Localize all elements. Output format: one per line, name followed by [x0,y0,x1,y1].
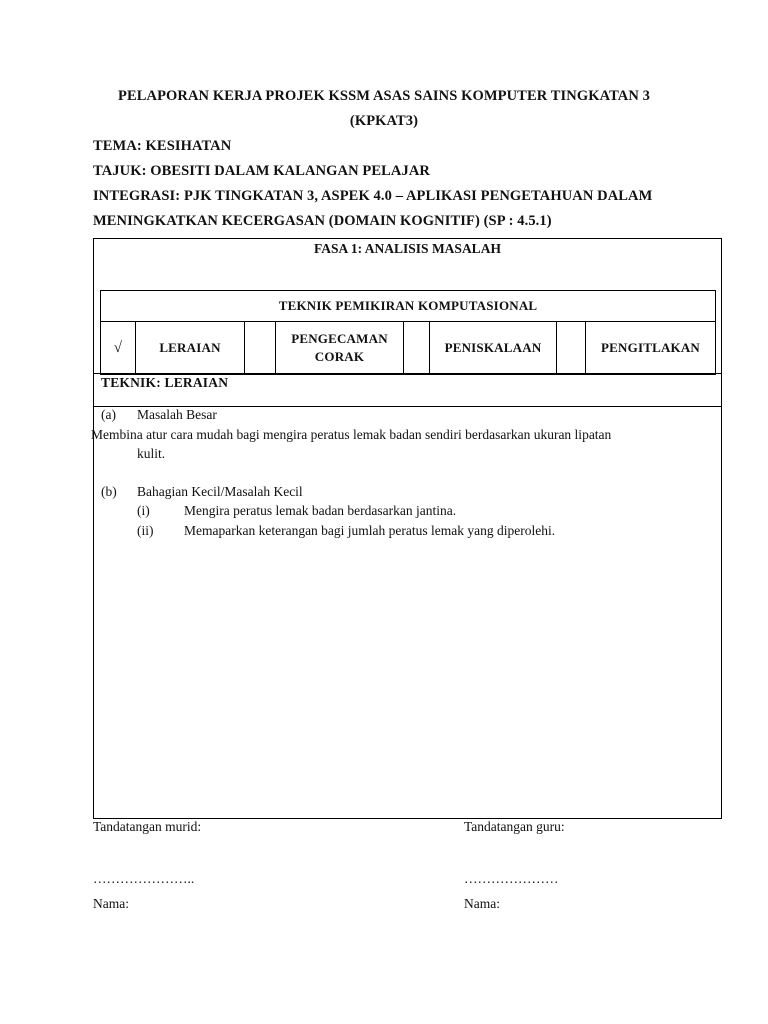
item-a-marker: (a) [101,407,116,422]
check-box-pengecaman-corak[interactable] [245,322,276,375]
item-a-title: Masalah Besar [137,407,217,422]
option-label-pengecaman-corak [276,322,404,375]
item-a-text: Membina atur cara mudah bagi mengira peratus lemak badan sendiri berdasarkan ukuran lipatan [91,427,612,442]
signature-line-murid[interactable]: ………………….. [93,871,195,886]
teknik-table-header: TEKNIK PEMIKIRAN KOMPUTASIONAL [101,291,716,322]
teknik-label: TEKNIK: LERAIAN [101,375,229,390]
signature-line-guru[interactable]: ………………… [464,871,559,886]
report-title-code: (KPKAT3) [349,113,419,129]
name-label-murid: Nama: [93,896,129,911]
item-b-marker: (b) [101,484,117,499]
option-label-pengecaman-corak-text: PENGECAMAN CORAK [291,331,388,364]
subitem-marker: (ii) [137,523,154,538]
check-box-peniskalaan[interactable] [404,322,430,375]
option-label-peniskalaan: PENISKALAAN [430,322,557,375]
tema-line: TEMA: KESIHATAN [93,138,232,154]
integrasi-line: INTEGRASI: PJK TINGKATAN 3, ASPEK 4.0 – APLIKASI PENGETAHUAN DALAM [93,188,653,204]
teknik-row-top-border [93,373,722,374]
teknik-table [100,290,716,375]
fasa-title: FASA 1: ANALISIS MASALAH [314,241,501,256]
item-b-title: Bahagian Kecil/Masalah Kecil [137,484,303,499]
check-mark-leraian[interactable]: √ [101,322,136,375]
signature-label-guru: Tandatangan guru: [464,819,565,834]
integrasi-line-continued: MENINGKATKAN KECERGASAN (DOMAIN KOGNITIF) (SP : 4.5.1) [93,213,552,229]
subitem-marker: (i) [137,503,150,518]
check-box-pengitlakan[interactable] [557,322,586,375]
subitem-text: Mengira peratus lemak badan berdasarkan jantina. [184,503,457,518]
name-label-guru: Nama: [464,896,500,911]
tajuk-line: TAJUK: OBESITI DALAM KALANGAN PELAJAR [93,163,430,179]
report-title: PELAPORAN KERJA PROJEK KSSM ASAS SAINS KOMPUTER TINGKATAN 3 [118,88,650,104]
option-label-pengitlakan: PENGITLAKAN [586,322,716,375]
item-a-text-continued: kulit. [137,446,166,461]
signature-label-murid: Tandatangan murid: [93,819,202,834]
subitem-text: Memaparkan keterangan bagi jumlah peratus lemak yang diperolehi. [184,523,556,538]
option-label-leraian: LERAIAN [136,322,245,375]
